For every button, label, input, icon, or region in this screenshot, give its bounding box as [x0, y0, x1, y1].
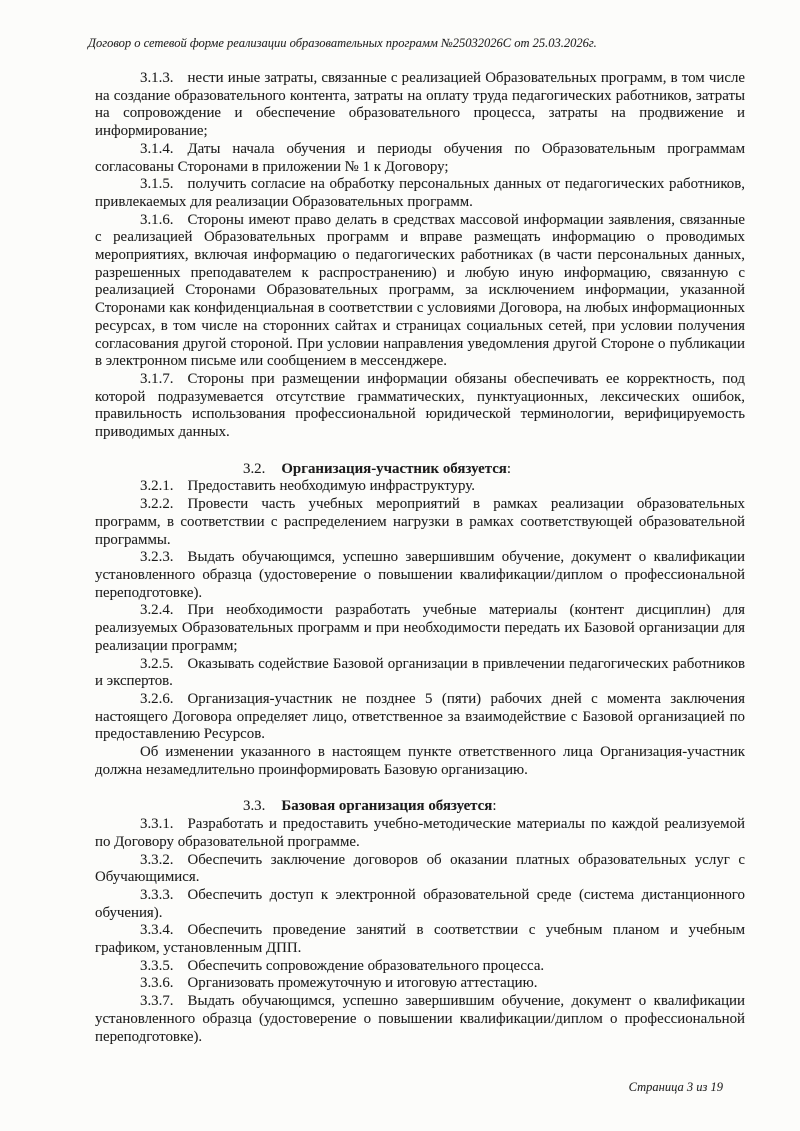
- clause-text: Выдать обучающимся, успешно завершившим обучение, документ о квалификации установленного образца (удостоверение о повышении квалификации/диплом о профессиональной переподготовке).: [95, 993, 745, 1045]
- clause-text: Стороны при размещении информации обязаны обеспечивать ее корректность, под которой подразумевается отсутствие грамматических, пунктуационных, лексических ошибок, правильность использования профессиональной юридической терминологии, верифицируемость приводимых данных.: [95, 370, 745, 441]
- clause-number: 3.3.5.: [140, 957, 174, 974]
- clause-number: 3.2.4.: [140, 602, 174, 619]
- clause-number: 3.1.7.: [140, 370, 174, 387]
- clause-3.1.3: [95, 70, 745, 141]
- clause-text: Выдать обучающимся, успешно завершившим обучение, документ о квалификации установленного образца (удостоверение о повышении квалификации/диплом о профессиональной переподготовке).: [95, 549, 745, 601]
- clause-3.3.2: [95, 852, 745, 887]
- clause-3.1.6: [95, 212, 745, 371]
- clause-number: 3.3.4.: [140, 922, 174, 939]
- clause-text: Обеспечить доступ к электронной образовательной среде (система дистанционного обучения).: [95, 886, 745, 921]
- section-heading-3.3: [95, 798, 745, 816]
- clause-number: 3.2.1.: [140, 478, 174, 495]
- clause-3.2.2: [95, 496, 745, 549]
- clause-3.3.7: [95, 993, 745, 1046]
- clause-3.2.4: [95, 602, 745, 655]
- clause-number: 3.3.6.: [140, 975, 174, 992]
- clause-number: 3.3.3.: [140, 886, 174, 903]
- paragraph-text: Об изменении указанного в настоящем пункте ответственного лица Организация-участник должна незамедлительно проинформировать Базовую организацию.: [95, 744, 745, 778]
- clause-3.2.1: [95, 478, 745, 496]
- clause-3.3.6: [95, 975, 745, 993]
- clause-number: 3.2.5.: [140, 655, 174, 672]
- clause-text: Обеспечить проведение занятий в соответствии с учебным планом и учебным графиком, установленным ДПП.: [95, 922, 745, 957]
- heading-number: 3.3.: [243, 798, 266, 815]
- clause-number: 3.3.7.: [140, 993, 174, 1010]
- clause-number: 3.1.6.: [140, 211, 174, 228]
- heading-number: 3.2.: [243, 460, 266, 477]
- clause-text: При необходимости разработать учебные материалы (контент дисциплин) для реализуемых Образовательных программ и при необходимости передать их Базовой организации для реализации программ;: [95, 602, 745, 654]
- clause-number: 3.2.2.: [140, 496, 174, 513]
- heading-colon: :: [506, 460, 511, 477]
- clause-text: Провести часть учебных мероприятий в рамках реализации образовательных программ, в соответствии с распределением нагрузки в рамках соответствующей образовательной программы.: [95, 496, 745, 548]
- clause-3.1.7: [95, 371, 745, 442]
- clause-3.1.4: [95, 141, 745, 176]
- clause-3.3.3: [95, 887, 745, 922]
- clause-number: 3.3.1.: [140, 816, 174, 833]
- clause-text: Даты начала обучения и периоды обучения по Образовательным программам согласованы Сторонами в приложении № 1 к Договору;: [95, 140, 745, 175]
- heading-title: Организация-участник обязуется: [281, 460, 507, 477]
- heading-colon: :: [492, 798, 497, 815]
- clause-number: 3.1.3.: [140, 70, 174, 86]
- clause-text: Стороны имеют право делать в средствах массовой информации заявления, связанные с реализацией Образовательных программ и вправе размещать информацию о проводимых мероприятиях, включая информацию о педагогических работниках (в части персональных данных, разрешенных преподавателем к распространению) и любую иную информацию, связанную с реализацией Сторонами Образовательных программ, за исключением информации, указанной Сторонами как конфиденциальная в соответствии с условиями Договора, на любых информационных ресурсах, в том числе на сторонних сайтах и страницах социальных сетей, при условии получения согласования другой стороной. При условии направления уведомления другой Стороне о публикации в электронном письме или сообщением в мессенджере.: [95, 211, 745, 370]
- clause-number: 3.3.2.: [140, 851, 174, 868]
- clause-3.2.6: [95, 691, 745, 744]
- clause-number: 3.2.6.: [140, 690, 174, 707]
- running-header: Договор о сетевой форме реализации образовательных программ №25032026С от 25.03.2026г.: [88, 36, 597, 50]
- clause-text: Разработать и предоставить учебно-методические материалы по каждой реализуемой по Договору образовательной программе.: [95, 816, 745, 850]
- clause-text: получить согласие на обработку персональных данных от педагогических работников, привлекаемых для реализации Образовательных программ.: [95, 176, 745, 210]
- paragraph-responsible-person-change: [95, 744, 745, 779]
- clause-number: 3.1.5.: [140, 176, 174, 193]
- clause-text: Организация-участник не позднее 5 (пяти) рабочих дней с момента заключения настоящего Договора определяет лицо, ответственное за взаимодействие с Базовой организацией по предоставлению Ресурсов.: [95, 690, 745, 743]
- document-body: [95, 70, 745, 1046]
- clause-number: 3.1.4.: [140, 140, 174, 157]
- heading-title: Базовая организация обязуется: [281, 798, 493, 815]
- clause-text: Обеспечить сопровождение образовательного процесса.: [187, 957, 545, 974]
- clause-3.2.3: [95, 549, 745, 602]
- clause-3.3.5: [95, 958, 745, 976]
- clause-3.3.1: [95, 816, 745, 851]
- clause-text: нести иные затраты, связанные с реализацией Образовательных программ, в том числе на создание образовательного контента, затраты на оплату труда педагогических работников, затраты на сопровождение и обеспечение образовательного процесса, затраты на продвижение и информирование;: [95, 70, 745, 140]
- clause-3.2.5: [95, 656, 745, 691]
- clause-text: Организовать промежуточную и итоговую аттестацию.: [187, 975, 538, 992]
- page-number: Страница 3 из 19: [628, 1080, 723, 1094]
- clause-3.1.5: [95, 176, 745, 211]
- clause-number: 3.2.3.: [140, 549, 174, 566]
- clause-text: Предоставить необходимую инфраструктуру.: [187, 478, 475, 495]
- clause-text: Обеспечить заключение договоров об оказании платных образовательных услуг с Обучающимися.: [95, 851, 745, 886]
- clause-text: Оказывать содействие Базовой организации в привлечении педагогических работников и экспертов.: [95, 655, 745, 690]
- section-heading-3.2: [95, 461, 745, 479]
- clause-3.3.4: [95, 922, 745, 957]
